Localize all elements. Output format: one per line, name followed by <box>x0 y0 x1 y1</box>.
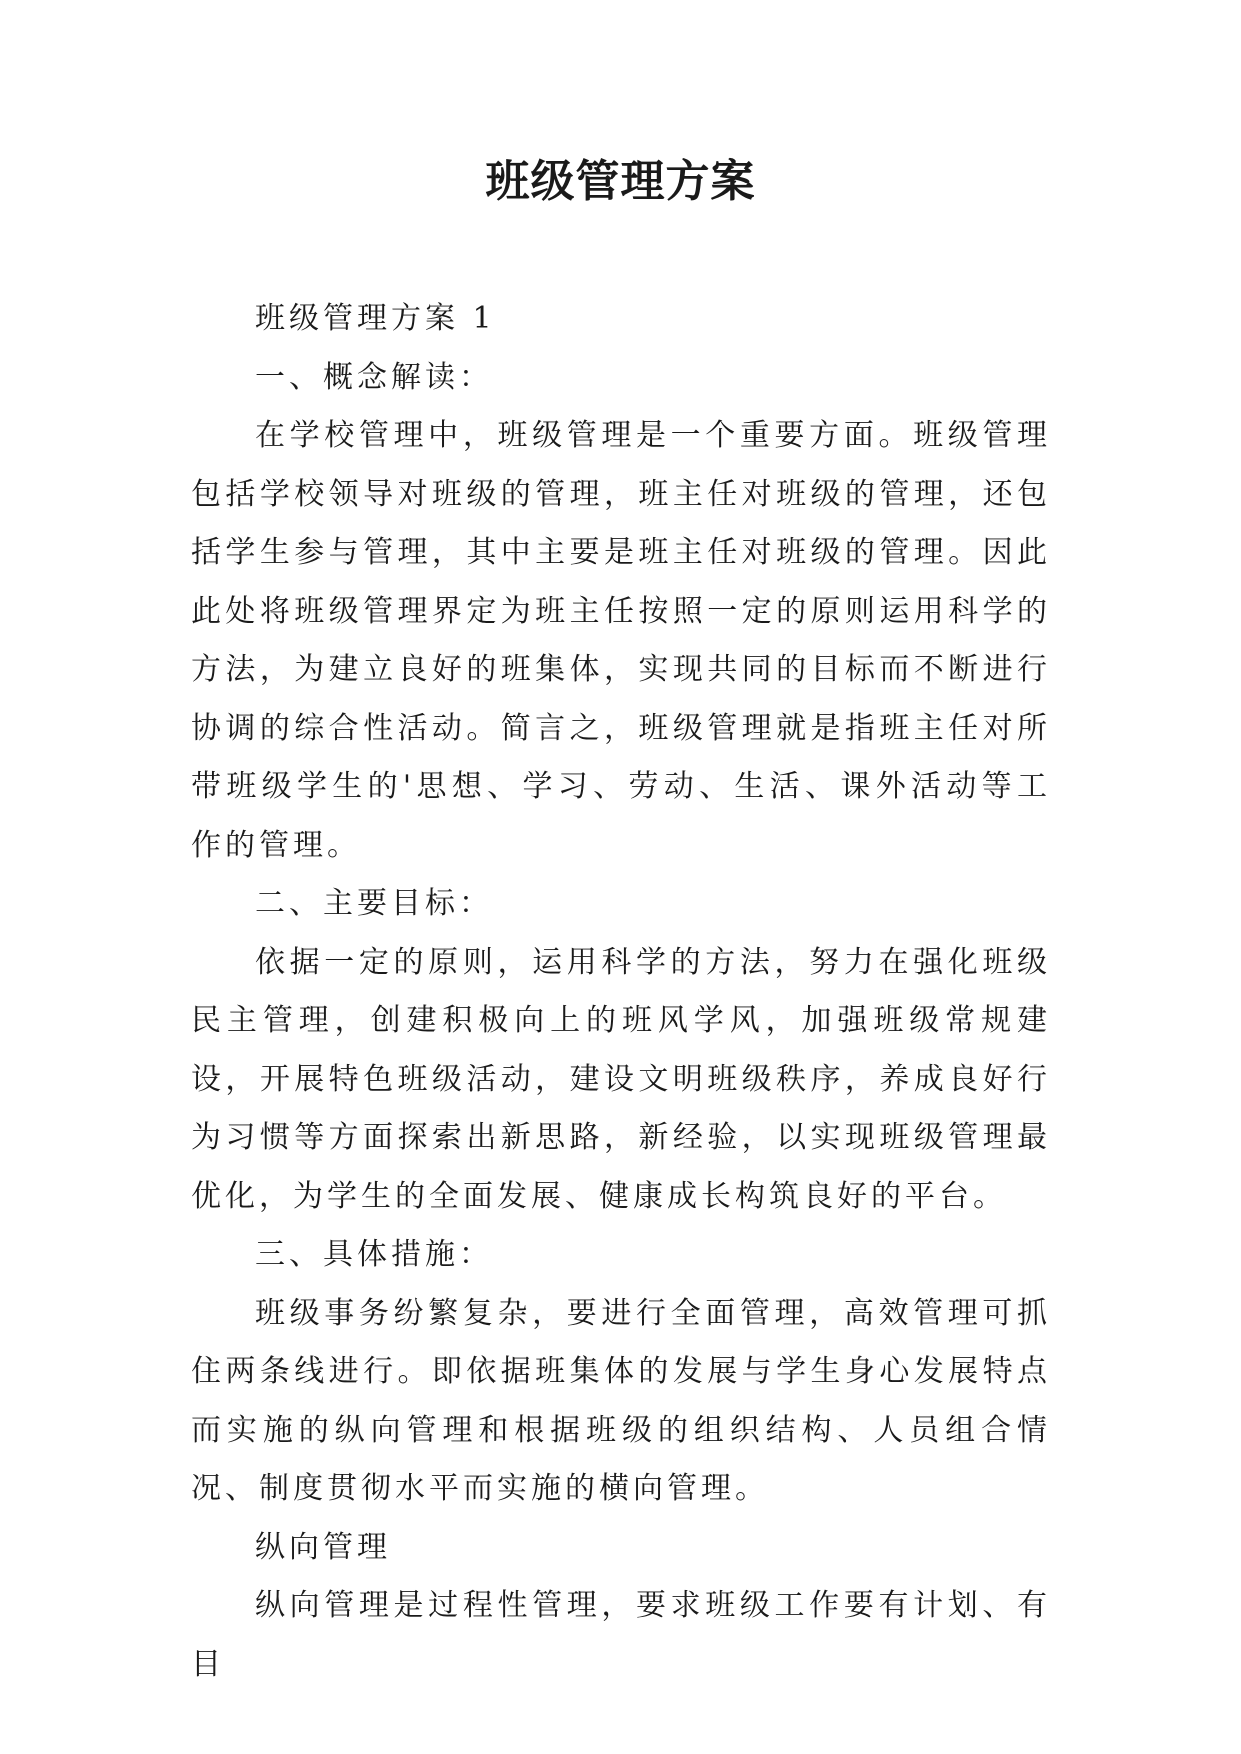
paragraph-heading-goals: 二、主要目标： <box>255 886 493 921</box>
document-title: 班级管理方案 <box>485 156 756 207</box>
paragraph-goals-text: 依据一定的原则，运用科学的方法，努力在强化班级民主管理，创建积极向上的班风学风，加强班级常规建设，开展特色班级活动，建设文明班级秩序，养成良好行为习惯等方面探索出新思路，新经验，以实现班级管理最优化，为学生的全面发展、健康成长构筑良好的平台。 <box>191 944 1051 1214</box>
paragraph-heading-concept: 一、概念解读： <box>255 359 493 395</box>
paragraph-vertical-text: 纵向管理是过程性管理，要求班级工作要有计划、有目 <box>191 1588 1051 1682</box>
paragraph-heading-measures: 三、具体措施： <box>255 1237 493 1272</box>
paragraph-concept-text: 在学校管理中，班级管理是一个重要方面。班级管理包括学校领导对班级的管理，班主任对班级的管理，还包括学生参与管理，其中主要是班主任对班级的管理。因此此处将班级管理界定为班主任按照一定的原则运用科学的方法，为建立良好的班集体，实现共同的目标而不断进行协调的综合性活动。简言之，班级管理就是指班主任对所带班级学生的'思想、学习、劳动、生活、课外活动等工作的管理。 <box>191 418 1051 863</box>
paragraph-measures-text: 班级事务纷繁复杂，要进行全面管理，高效管理可抓住两条线进行。即依据班集体的发展与学生身心发展特点而实施的纵向管理和根据班级的组织结构、人员组合情况、制度贯彻水平而实施的横向管理。 <box>191 1295 1051 1506</box>
document-body <box>191 290 1051 1694</box>
paragraph-section-heading: 班级管理方案 1 <box>255 301 496 336</box>
paragraph-heading-vertical: 纵向管理 <box>255 1529 391 1565</box>
